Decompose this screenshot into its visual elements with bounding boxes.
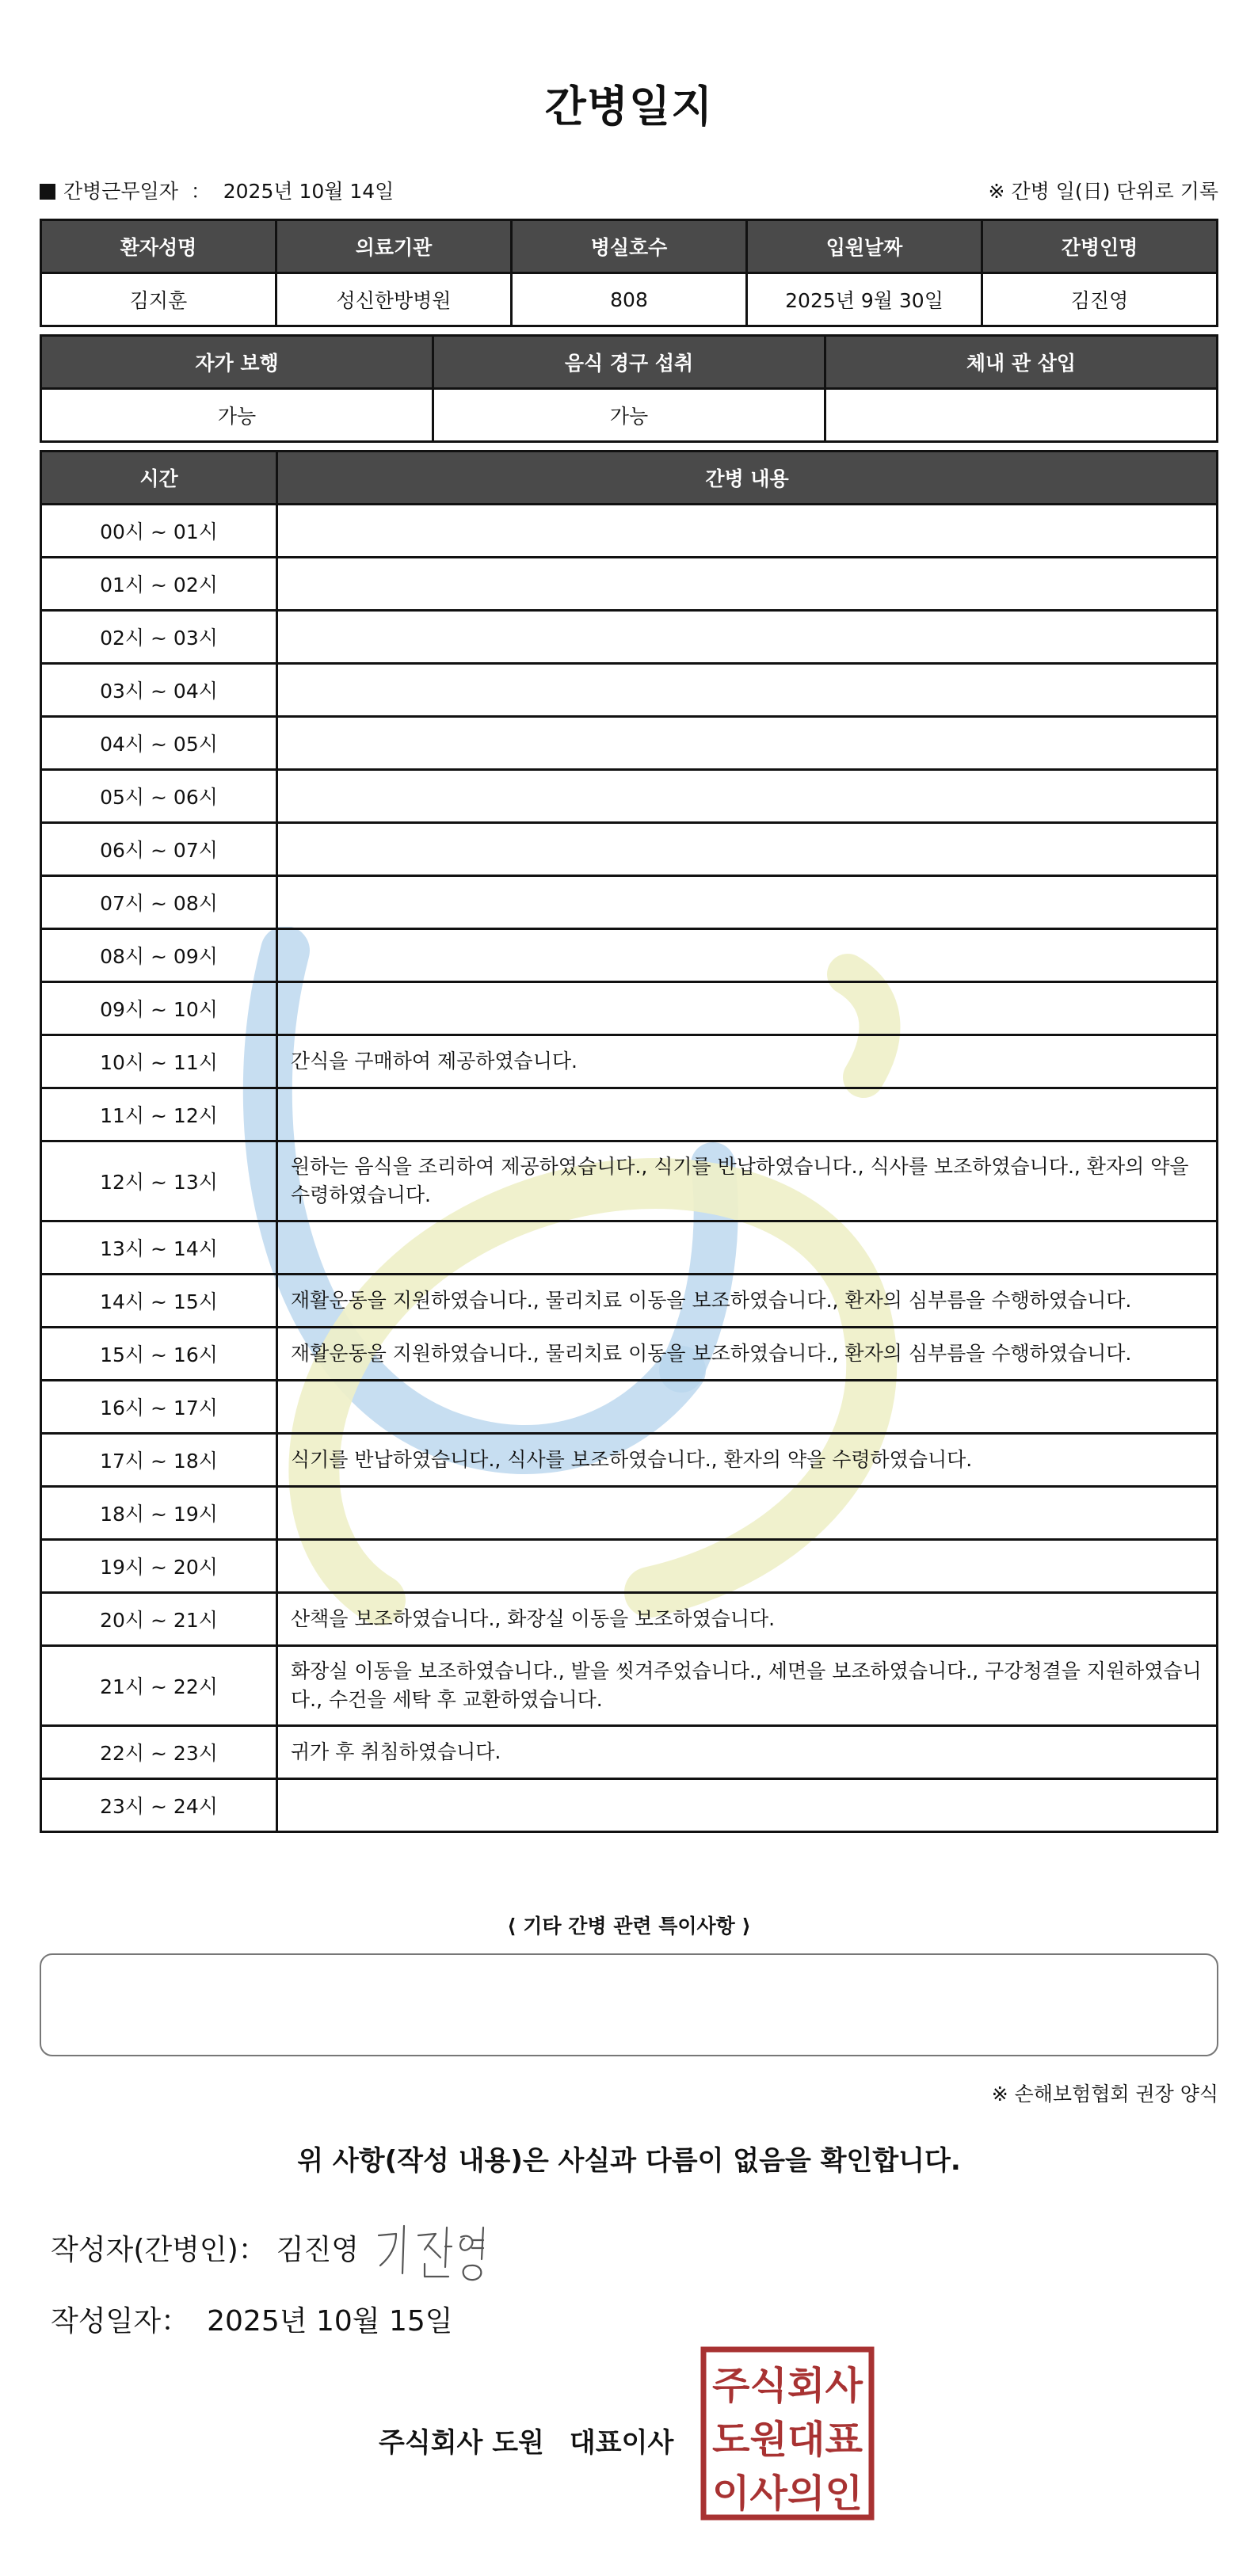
content-cell: 재활운동을 지원하였습니다., 물리치료 이동을 보조하였습니다., 환자의 심부름을 수행하였습니다. [277, 1328, 1218, 1381]
content-cell [277, 1540, 1218, 1593]
table-row [41, 1035, 1218, 1088]
header-patient-name: 환자성명 [41, 220, 276, 273]
time-cell: 15시 ~ 16시 [41, 1328, 277, 1381]
time-cell: 00시 ~ 01시 [41, 505, 277, 558]
table-row [41, 1646, 1218, 1726]
content-cell [277, 611, 1218, 664]
work-date [40, 176, 394, 204]
writer-name: 김진영 [276, 2234, 360, 2266]
table-row [41, 929, 1218, 982]
content-cell [277, 876, 1218, 929]
seal-line-3: 이사의인 [712, 2471, 863, 2516]
content-cell [277, 717, 1218, 770]
table-row [41, 717, 1218, 770]
table-row [41, 1328, 1218, 1381]
header-care-content: 간병 내용 [277, 452, 1218, 505]
patient-info-value-row [41, 273, 1218, 326]
table-row [41, 1088, 1218, 1141]
content-cell: 화장실 이동을 보조하였습니다., 발을 씻겨주었습니다., 세면을 보조하였습니다., 구강청결을 지원하였습니다., 수건을 세탁 후 교환하였습니다. [277, 1646, 1218, 1726]
table-row [41, 1434, 1218, 1487]
time-cell: 06시 ~ 07시 [41, 823, 277, 876]
content-cell: 산책을 보조하였습니다., 화장실 이동을 보조하였습니다. [277, 1593, 1218, 1646]
work-date-label: 간병근무일자 [63, 180, 178, 203]
table-row [41, 1779, 1218, 1832]
tube-insertion [825, 389, 1218, 442]
room-number: 808 [512, 273, 747, 326]
table-row [41, 1141, 1218, 1221]
time-cell: 14시 ~ 15시 [41, 1275, 277, 1328]
table-row [41, 558, 1218, 611]
table-row [41, 1487, 1218, 1540]
confirmation-statement: 위 사항(작성 내용)은 사실과 다름이 없음을 확인합니다. [297, 2145, 961, 2177]
content-cell [277, 1088, 1218, 1141]
content-cell: 귀가 후 취침하였습니다. [277, 1726, 1218, 1779]
table-row [41, 823, 1218, 876]
care-log-header-row [41, 452, 1218, 505]
table-row [41, 1593, 1218, 1646]
patient-status-table [40, 334, 1218, 443]
oral-intake: 가능 [433, 389, 825, 442]
content-cell [277, 1779, 1218, 1832]
patient-name: 김지훈 [41, 273, 276, 326]
table-row [41, 505, 1218, 558]
page-title: 간병일지 [544, 82, 714, 131]
content-cell [277, 505, 1218, 558]
patient-info-table [40, 219, 1218, 327]
content-cell [277, 664, 1218, 717]
company-role: 대표이사 [569, 2427, 674, 2459]
handwritten-signature [372, 2218, 507, 2289]
time-cell: 21시 ~ 22시 [41, 1646, 277, 1726]
notes-box [40, 1953, 1218, 2056]
header-admission-date: 입원날짜 [747, 220, 982, 273]
table-row [41, 876, 1218, 929]
write-date-line [51, 2299, 453, 2339]
header-self-walking: 자가 보행 [41, 336, 433, 389]
time-cell: 05시 ~ 06시 [41, 770, 277, 823]
patient-info-header-row [41, 220, 1218, 273]
header-institution: 의료기관 [276, 220, 512, 273]
table-row [41, 1275, 1218, 1328]
table-row [41, 1221, 1218, 1275]
time-cell: 01시 ~ 02시 [41, 558, 277, 611]
time-cell: 22시 ~ 23시 [41, 1726, 277, 1779]
seal-line-2: 도원대표 [712, 2418, 863, 2462]
writer-label: 작성자(간병인)： [51, 2234, 267, 2266]
time-cell: 13시 ~ 14시 [41, 1221, 277, 1275]
patient-status-header-row [41, 336, 1218, 389]
time-cell: 11시 ~ 12시 [41, 1088, 277, 1141]
content-cell [277, 1381, 1218, 1434]
header-oral-intake: 음식 경구 섭취 [433, 336, 825, 389]
content-cell: 원하는 음식을 조리하여 제공하였습니다., 식기를 반납하였습니다., 식사를 보조하였습니다., 환자의 약을 수령하였습니다. [277, 1141, 1218, 1221]
table-row [41, 982, 1218, 1035]
header-caregiver-name: 간병인명 [982, 220, 1218, 273]
time-cell: 18시 ~ 19시 [41, 1487, 277, 1540]
table-row [41, 1540, 1218, 1593]
work-date-value: 2025년 10월 14일 [223, 180, 395, 203]
square-bullet-icon [40, 184, 55, 200]
form-source-note: ※ 손해보험협회 권장 양식 [991, 2083, 1218, 2105]
company-line [379, 2421, 673, 2460]
content-cell [277, 929, 1218, 982]
caregiver-name: 김진영 [982, 273, 1218, 326]
write-date-label: 작성일자： [51, 2305, 190, 2338]
header-time: 시간 [41, 452, 277, 505]
time-cell: 23시 ~ 24시 [41, 1779, 277, 1832]
record-unit-note: ※ 간병 일(日) 단위로 기록 [988, 180, 1218, 203]
write-date-value: 2025년 10월 15일 [207, 2305, 453, 2338]
self-walking: 가능 [41, 389, 433, 442]
content-cell: 간식을 구매하여 제공하였습니다. [277, 1035, 1218, 1088]
admission-date: 2025년 9월 30일 [747, 273, 982, 326]
notes-title: ⟨ 기타 간병 관련 특이사항 ⟩ [507, 1915, 751, 1938]
time-cell: 03시 ~ 04시 [41, 664, 277, 717]
time-cell: 04시 ~ 05시 [41, 717, 277, 770]
content-cell [277, 982, 1218, 1035]
company-seal-stamp [700, 2346, 875, 2521]
time-cell: 19시 ~ 20시 [41, 1540, 277, 1593]
time-cell: 09시 ~ 10시 [41, 982, 277, 1035]
work-date-line [40, 176, 1218, 208]
seal-line-1: 주식회사 [712, 2364, 863, 2408]
time-cell: 17시 ~ 18시 [41, 1434, 277, 1487]
table-row [41, 770, 1218, 823]
table-row [41, 611, 1218, 664]
content-cell [277, 770, 1218, 823]
institution: 성신한방병원 [276, 273, 512, 326]
time-cell: 20시 ~ 21시 [41, 1593, 277, 1646]
time-cell: 02시 ~ 03시 [41, 611, 277, 664]
company-name: 주식회사 도원 [379, 2427, 544, 2459]
time-cell: 10시 ~ 11시 [41, 1035, 277, 1088]
header-room-number: 병실호수 [512, 220, 747, 273]
content-cell: 재활운동을 지원하였습니다., 물리치료 이동을 보조하였습니다., 환자의 심부름을 수행하였습니다. [277, 1275, 1218, 1328]
time-cell: 12시 ~ 13시 [41, 1141, 277, 1221]
work-date-separator: ： [190, 180, 211, 203]
time-cell: 08시 ~ 09시 [41, 929, 277, 982]
table-row [41, 1726, 1218, 1779]
patient-status-value-row [41, 389, 1218, 442]
time-cell: 07시 ~ 08시 [41, 876, 277, 929]
header-tube-insertion: 체내 관 삽입 [825, 336, 1218, 389]
content-cell [277, 1221, 1218, 1275]
writer-line [51, 2227, 359, 2268]
table-row [41, 1381, 1218, 1434]
content-cell [277, 823, 1218, 876]
content-cell [277, 1487, 1218, 1540]
table-row [41, 664, 1218, 717]
care-log-table [40, 450, 1218, 1833]
time-cell: 16시 ~ 17시 [41, 1381, 277, 1434]
content-cell: 식기를 반납하였습니다., 식사를 보조하였습니다., 환자의 약을 수령하였습니다. [277, 1434, 1218, 1487]
content-cell [277, 558, 1218, 611]
